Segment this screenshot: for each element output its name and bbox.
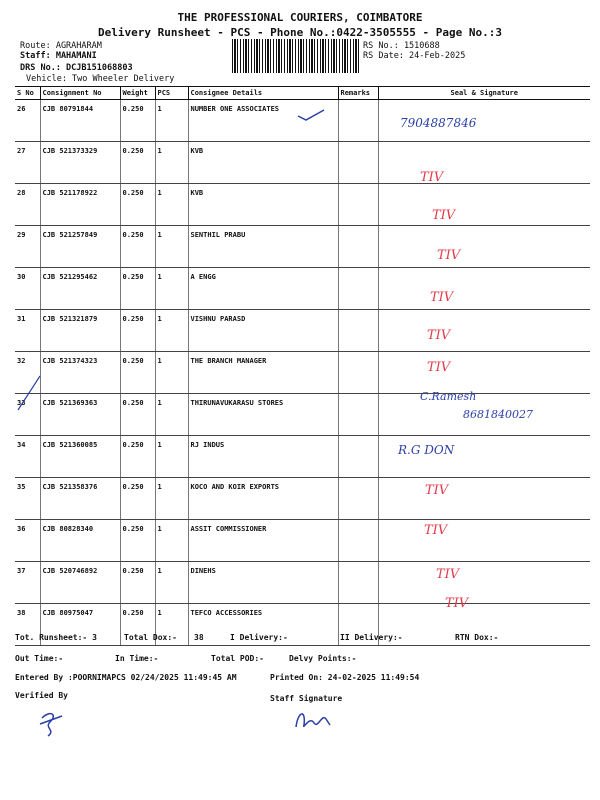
delvy-points: Delvy Points:-: [289, 654, 357, 663]
row-weight: 0.250: [120, 100, 155, 142]
row-consignee: A ENGG: [188, 268, 338, 310]
row-signature: [378, 142, 590, 184]
row-consignment: CJB 521358376: [40, 478, 120, 520]
row-remarks: [338, 142, 378, 184]
row-consignee: KVB: [188, 184, 338, 226]
row-remarks: [338, 268, 378, 310]
total-dox-value: 38: [194, 633, 204, 642]
row-remarks: [338, 184, 378, 226]
row-signature: [378, 520, 590, 562]
row-pcs: 1: [155, 520, 188, 562]
row-remarks: [338, 520, 378, 562]
row-pcs: 1: [155, 562, 188, 604]
row-pcs: 1: [155, 310, 188, 352]
row-weight: 0.250: [120, 310, 155, 352]
row-weight: 0.250: [120, 520, 155, 562]
row-consignment: CJB 520746892: [40, 562, 120, 604]
row-sno: 30: [15, 268, 40, 310]
row-consignment: CJB 521257849: [40, 226, 120, 268]
row-remarks: [338, 310, 378, 352]
out-time: Out Time:-: [15, 654, 64, 663]
row-weight: 0.250: [120, 226, 155, 268]
row-consignment: CJB 80828340: [40, 520, 120, 562]
table-row: [15, 310, 590, 352]
runsheet-table: [15, 86, 590, 646]
col-weight: Weight: [120, 87, 155, 100]
row-sno: 36: [15, 520, 40, 562]
row-sno: 34: [15, 436, 40, 478]
row-weight: 0.250: [120, 352, 155, 394]
table-row: [15, 562, 590, 604]
row-signature: [378, 478, 590, 520]
row-signature: [378, 184, 590, 226]
red-tick-30: TIV: [430, 290, 454, 305]
row-consignee: KVB: [188, 142, 338, 184]
row-consignee: DINEHS: [188, 562, 338, 604]
row-weight: 0.250: [120, 436, 155, 478]
row-weight: 0.250: [120, 604, 155, 646]
total-dox-label: Total Dox:-: [124, 633, 177, 642]
verified-by: Verified By: [15, 691, 68, 700]
verifier-signature-icon: [36, 708, 66, 740]
row-consignee: TEFCO ACCESSORIES: [188, 604, 338, 646]
checkmark-icon: [296, 108, 326, 122]
row-remarks: [338, 352, 378, 394]
red-tick-27: TIV: [420, 170, 444, 185]
vehicle-label: Vehicle: Two Wheeler Delivery: [26, 74, 175, 84]
ii-delivery: II Delivery:-: [340, 633, 403, 642]
col-sno: S No: [15, 87, 40, 100]
red-tick-31: TIV: [427, 328, 451, 343]
row-weight: 0.250: [120, 394, 155, 436]
row-pcs: 1: [155, 352, 188, 394]
col-pcs: PCS: [155, 87, 188, 100]
total-pod: Total POD:-: [211, 654, 264, 663]
row-signature: [378, 352, 590, 394]
row-consignment: CJB 521178922: [40, 184, 120, 226]
red-tick-36: TIV: [424, 523, 448, 538]
row-sno: 37: [15, 562, 40, 604]
col-consignment: Consignment No: [40, 87, 120, 100]
col-signature: Seal & Signature: [378, 87, 590, 100]
row-consignee: SENTHIL PRABU: [188, 226, 338, 268]
row-pcs: 1: [155, 268, 188, 310]
row-consignee: RJ INDUS: [188, 436, 338, 478]
row-weight: 0.250: [120, 184, 155, 226]
red-tick-37: TIV: [436, 567, 460, 582]
row-weight: 0.250: [120, 478, 155, 520]
table-row: [15, 520, 590, 562]
staff-signature-icon: [292, 705, 334, 735]
row-pcs: 1: [155, 436, 188, 478]
row-consignment: CJB 521360085: [40, 436, 120, 478]
red-tick-35: TIV: [425, 483, 449, 498]
row-consignee: KOCO AND KOIR EXPORTS: [188, 478, 338, 520]
row-pcs: 1: [155, 184, 188, 226]
handwritten-phone-26: 7904887846: [400, 116, 477, 130]
table-row: [15, 142, 590, 184]
staff-signature-label: Staff Signature: [270, 694, 343, 703]
drs-number: DRS No.: DCJB151068803: [20, 63, 133, 73]
row-sno: 35: [15, 478, 40, 520]
row-signature: [378, 226, 590, 268]
row-remarks: [338, 100, 378, 142]
table-header-row: [15, 87, 590, 100]
table-row: [15, 604, 590, 646]
printed-on: Printed On: 24-02-2025 11:49:54: [270, 673, 420, 682]
handwritten-phone-33: 8681840027: [463, 408, 533, 421]
rtn-dox: RTN Dox:-: [455, 633, 499, 642]
row-consignment: CJB 521374323: [40, 352, 120, 394]
company-title: THE PROFESSIONAL COURIERS, COIMBATORE: [177, 11, 423, 24]
runsheet-subtitle: Delivery Runsheet - PCS - Phone No.:0422-3505555 - Page No.:3: [98, 26, 502, 39]
table-row: [15, 478, 590, 520]
row-consignment: CJB 521373329: [40, 142, 120, 184]
table-row: [15, 352, 590, 394]
row-pcs: 1: [155, 604, 188, 646]
row-consignee: THIRUNAVUKARASU STORES: [188, 394, 338, 436]
row-sno: 26: [15, 100, 40, 142]
row-remarks: [338, 478, 378, 520]
row-consignment: CJB 521321879: [40, 310, 120, 352]
row-sno: 29: [15, 226, 40, 268]
tot-runsheet: Tot. Runsheet:- 3: [15, 633, 97, 642]
row-remarks: [338, 394, 378, 436]
row-sno: 32: [15, 352, 40, 394]
col-consignee: Consignee Details: [188, 87, 338, 100]
red-tick-32: TIV: [427, 360, 451, 375]
row-consignment: CJB 80975047: [40, 604, 120, 646]
col-remarks: Remarks: [338, 87, 378, 100]
row-sno: 27: [15, 142, 40, 184]
row-remarks: [338, 226, 378, 268]
row-weight: 0.250: [120, 562, 155, 604]
in-time: In Time:-: [115, 654, 159, 663]
row-consignee: NUMBER ONE ASSOCIATES: [188, 100, 338, 142]
row-pcs: 1: [155, 142, 188, 184]
row-remarks: [338, 436, 378, 478]
row-sno: 38: [15, 604, 40, 646]
table-row: [15, 226, 590, 268]
red-tick-38: TIV: [445, 596, 469, 611]
row-consignee: VISHNU PARASD: [188, 310, 338, 352]
table-row: [15, 268, 590, 310]
rs-date: RS Date: 24-Feb-2025: [363, 51, 466, 61]
row-pcs: 1: [155, 100, 188, 142]
table-row: [15, 184, 590, 226]
row-consignment: CJB 80791844: [40, 100, 120, 142]
entered-by: Entered By :POORNIMAPCS 02/24/2025 11:49:45 AM: [15, 673, 237, 682]
rs-number: RS No.: 1510688: [363, 41, 440, 51]
row-remarks: [338, 562, 378, 604]
row-sno: 28: [15, 184, 40, 226]
red-tick-28: TIV: [432, 208, 456, 223]
row-weight: 0.250: [120, 142, 155, 184]
barcode: [232, 39, 359, 73]
row-consignee: THE BRANCH MANAGER: [188, 352, 338, 394]
route-label: Route: AGRAHARAM: [20, 41, 102, 51]
i-delivery: I Delivery:-: [230, 633, 288, 642]
slash-mark-icon: [14, 372, 44, 412]
row-pcs: 1: [155, 394, 188, 436]
row-signature: [378, 268, 590, 310]
row-weight: 0.250: [120, 268, 155, 310]
row-pcs: 1: [155, 478, 188, 520]
red-tick-29: TIV: [437, 248, 461, 263]
row-signature: [378, 310, 590, 352]
row-sno: 31: [15, 310, 40, 352]
table-row: [15, 436, 590, 478]
row-consignment: CJB 521369363: [40, 394, 120, 436]
row-signature: [378, 562, 590, 604]
staff-label: Staff: MAHAMANI: [20, 51, 97, 61]
row-pcs: 1: [155, 226, 188, 268]
row-consignment: CJB 521295462: [40, 268, 120, 310]
row-consignee: ASSIT COMMISSIONER: [188, 520, 338, 562]
handwritten-name-34: R.G DON: [398, 443, 455, 457]
row-sno: 33: [15, 394, 40, 436]
handwritten-name-33: C.Ramesh: [420, 390, 477, 403]
